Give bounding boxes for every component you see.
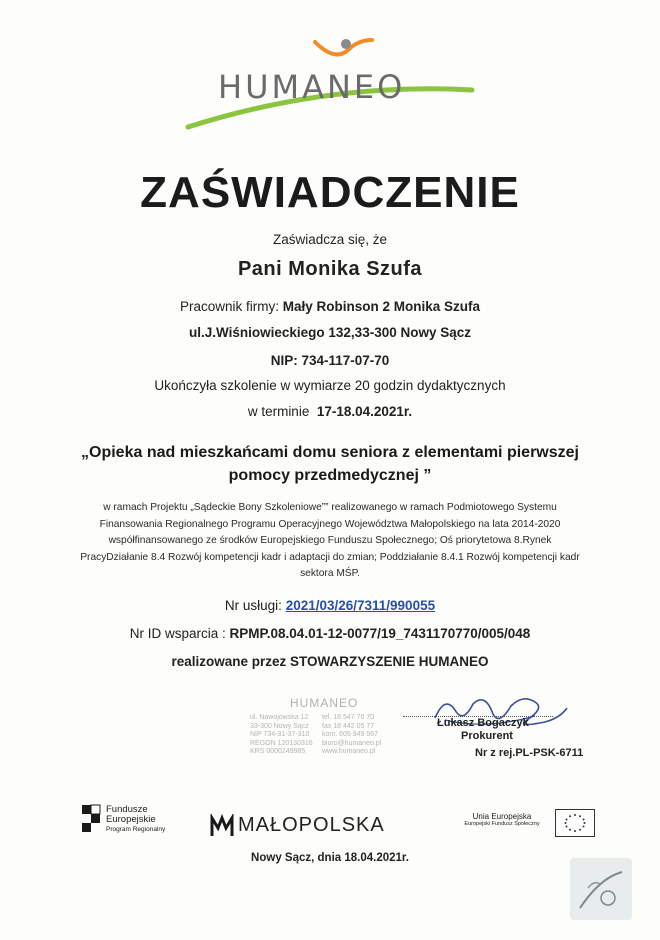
employer-name: Mały Robinson 2 Monika Szufa [282,299,481,314]
registry-number: Nr z rej.PL-PSK-6711 [475,747,584,759]
support-line [0,626,660,641]
hologram-logo-icon [570,858,632,920]
nip-label: NIP: [270,353,298,368]
signatory-name: Łukasz Bogaczyk [437,717,529,729]
logo-wordmark: HUMANEO [218,68,406,106]
employer-line [0,299,660,314]
stamp-line: KRS 0000249985 [250,748,306,756]
course-title-text: „Opieka nad mieszkańcami domu seniora z elementami pierwszej pomocy przedmedycznej ” [81,444,579,484]
eu-logo [455,808,600,840]
term-value: 17-18.04.2021r. [316,404,413,419]
issue-date: Nowy Sącz, dnia 18.04.2021r. [251,852,409,864]
term-line [0,404,660,419]
eu-title: Unia Europejska [472,812,532,821]
support-label: Nr ID wsparcia : [129,626,226,641]
course-title [0,441,660,487]
organization-stamp [250,692,390,772]
eu-stars-icon [556,810,594,836]
fe-line: Europejskie [106,814,156,825]
employer-label: Pracownik firmy: [179,299,279,314]
eu-text [455,812,549,827]
signatory-role: Prokurent [461,730,513,742]
stamp-line: NIP 734-31-37-310 [250,731,310,739]
stamp-line: biuro@humaneo.pl [322,739,382,747]
stamp-line: www.humaneo.pl [322,748,376,756]
humaneo-logo [180,32,480,142]
malopolska-logo [210,812,420,842]
stamp-address-column [250,714,313,757]
malopolska-text: MAŁOPOLSKA [238,814,385,836]
completion-line: Ukończyła szkolenie w wymiarze 20 godzin dydaktycznych [154,378,506,393]
stamp-line: fax 18 442 05 77 [322,722,375,730]
service-label: Nr usługi: [224,598,282,613]
fe-flag-icon [80,803,104,837]
fe-text [106,805,165,835]
fe-subtitle: Program Regionalny [106,826,166,833]
stamp-line: kom. 605 949 567 [322,731,379,739]
service-number-link[interactable]: 2021/03/26/7311/990055 [285,598,436,613]
nip-line [0,353,660,368]
eu-subtitle: Europejski Fundusz Społeczny [464,821,540,827]
support-id: RPMP.08.04.01-12-0077/19_7431170770/005/048 [229,626,531,641]
signature-block [395,690,605,770]
recipient-name: Pani Monika Szufa [237,258,423,280]
stamp-contact-column [322,714,381,757]
stamp-line: tel. 18 547 70 70 [322,714,375,721]
eu-flag-icon [555,809,595,837]
stamp-line: REGON 120130316 [250,739,313,747]
hologram-sticker [570,858,632,920]
nip-value: 734-117-07-70 [301,353,390,368]
project-description: w ramach Projektu „Sądeckie Bony Szkoleniowe”” realizowanego w ramach Podmiotowego Systemu Finansowania Regionalnego Programu Operacyjnego Województwa Małopolskiego na lata 2014-2020 współfinansowanego ze środków Europejskiego Funduszu Społecznego; Oś priorytetowa 8.Rynek PracyDziałanie 8.4 Rozwój kompetencji kadr i adaptacji do zmian; Poddziałanie 8.4.1 Rozwój kompetencji kadr sektora MŚP. [80,502,580,579]
fe-line: Fundusze [106,804,148,815]
term-label: w terminie [247,404,310,419]
stamp-logo: HUMANEO [290,696,359,710]
organizer-line: realizowane przez STOWARZYSZENIE HUMANEO [171,654,489,669]
document-title: ZAŚWIADCZENIE [140,168,520,217]
fundusze-europejskie-logo [80,803,190,843]
stamp-line: 33-300 Nowy Sącz [250,722,309,730]
malopolska-m-icon [210,814,234,838]
service-line [0,598,660,613]
address-line: ul.J.Wiśniowieckiego 132,33-300 Nowy Sącz [189,325,471,340]
intro-text: Zaświadcza się, że [272,232,388,247]
stamp-line: ul. Nawojowska 12 [250,714,309,721]
